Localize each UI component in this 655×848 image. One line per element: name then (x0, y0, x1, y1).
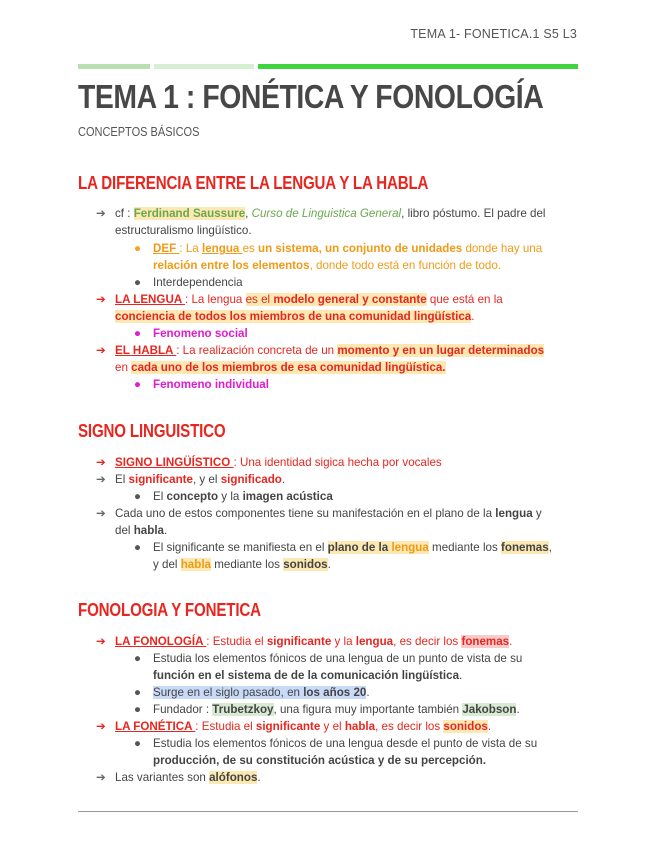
list-item-continuation: estructuralismo lingüístico. (115, 224, 252, 237)
dot-bullet-icon: ● (134, 490, 142, 503)
list-item-continuation: conciencia de todos los miembros de una comunidad lingüística. (115, 310, 475, 323)
arrow-bullet-icon: ➔ (96, 720, 106, 733)
page-subtitle: CONCEPTOS BÁSICOS (78, 125, 200, 139)
list-item: ➔ Las variantes son alófonos. (96, 771, 261, 784)
list-item: ➔ LA LENGUA : La lengua es el modelo general y constante que está en la (96, 293, 503, 306)
list-item: ● Fenomeno individual (134, 378, 269, 391)
arrow-bullet-icon: ➔ (96, 635, 106, 648)
dot-bullet-icon: ● (134, 327, 142, 340)
list-item: ● DEF : La lengua es un sistema, un conjunto de unidades donde hay una (134, 242, 543, 255)
arrow-bullet-icon: ➔ (96, 344, 106, 357)
list-item-continuation: producción, de su constitución acústica y de su percepción. (153, 754, 487, 767)
list-item: ➔ El significante, y el significado. (96, 473, 286, 486)
dot-bullet-icon: ● (134, 541, 142, 554)
dot-bullet-icon: ● (134, 652, 142, 665)
arrow-bullet-icon: ➔ (96, 771, 106, 784)
dot-bullet-icon: ● (134, 276, 142, 289)
arrow-bullet-icon: ➔ (96, 507, 106, 520)
list-item: ➔ cf : Ferdinand Saussure, Curso de Linguistica General, libro póstumo. El padre del (96, 207, 546, 220)
dot-bullet-icon: ● (134, 737, 142, 750)
section-heading-fonologia: FONOLOGIA Y FONETICA (78, 600, 261, 620)
list-item: ● Fundador : Trubetzkoy, una figura muy importante también Jakobson. (134, 703, 520, 716)
list-item-continuation: del habla. (115, 524, 168, 537)
list-item: ➔ LA FONOLOGÍA : Estudia el significante y la lengua, es decir los fonemas. (96, 635, 513, 648)
title-color-bar (78, 64, 578, 69)
list-item: ➔ Cada uno de estos componentes tiene su manifestación en el plano de la lengua y (96, 507, 542, 520)
dot-bullet-icon: ● (134, 242, 142, 255)
arrow-bullet-icon: ➔ (96, 293, 106, 306)
list-item: ● Estudia los elementos fónicos de una lengua desde el punto de vista de su (134, 737, 538, 750)
list-item-continuation: función en el sistema de de la comunicación lingüística. (153, 669, 463, 682)
document-reference: TEMA 1- FONETICA.1 S5 L3 (410, 27, 577, 41)
list-item: ➔ SIGNO LINGÜÍSTICO : Una identidad sigica hecha por vocales (96, 456, 442, 469)
arrow-bullet-icon: ➔ (96, 473, 106, 486)
list-item: ● El concepto y la imagen acústica (134, 490, 333, 503)
list-item: ➔ LA FONÉTICA : Estudia el significante y el habla, es decir los sonidos. (96, 720, 492, 733)
author-name: Ferdinand Saussure (133, 207, 246, 220)
list-item: ● Surge en el siglo pasado, en los años 20. (134, 686, 370, 699)
arrow-bullet-icon: ➔ (96, 456, 106, 469)
section-heading-signo: SIGNO LINGUISTICO (78, 421, 226, 441)
list-item-continuation: relación entre los elementos, donde todo está en función de todo. (153, 259, 502, 272)
dot-bullet-icon: ● (134, 703, 142, 716)
list-item: ● El significante se manifiesta en el plano de la lengua mediante los fonemas, (134, 541, 552, 554)
page-footer-divider (78, 811, 578, 812)
list-item: ● Fenomeno social (134, 327, 248, 340)
list-item-continuation: y del habla mediante los sonidos. (153, 558, 331, 571)
section-heading-lengua-habla: LA DIFERENCIA ENTRE LA LENGUA Y LA HABLA (78, 173, 429, 193)
list-item: ● Estudia los elementos fónicos de una lengua de un punto de vista de su (134, 652, 523, 665)
dot-bullet-icon: ● (134, 378, 142, 391)
dot-bullet-icon: ● (134, 686, 142, 699)
list-item-continuation: en cada uno de los miembros de esa comunidad lingüística. (115, 361, 446, 374)
arrow-bullet-icon: ➔ (96, 207, 106, 220)
list-item: ● Interdependencia (134, 276, 243, 289)
list-item: ➔ EL HABLA : La realización concreta de un momento y en un lugar determinados (96, 344, 545, 357)
page-title: TEMA 1 : FONÉTICA Y FONOLOGÍA (78, 78, 544, 115)
book-title: Curso de Linguistica General (251, 207, 402, 220)
